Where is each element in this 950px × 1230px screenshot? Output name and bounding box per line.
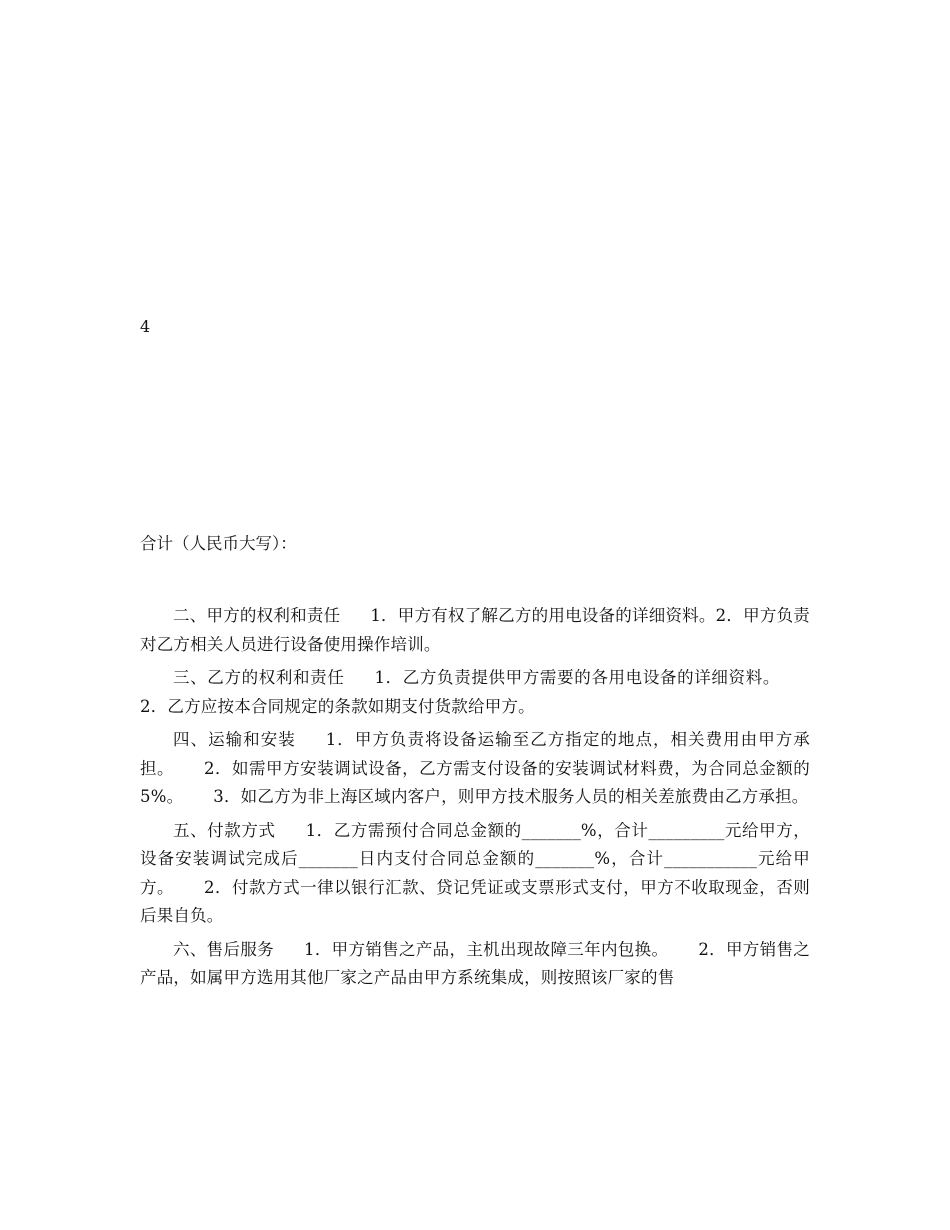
section-after-sales-service: [140, 936, 810, 993]
section-heading: 三、乙方的权利和责任: [173, 667, 345, 687]
clause: 1．乙方需预付合同总金额的_______%，合计_________元给甲方，设备安装调试完成后_______日内支付合同总金额的_______%，合计___________元给甲方。: [140, 820, 810, 897]
section-heading: 二、甲方的权利和责任: [173, 606, 341, 625]
section-buyer-rights: [140, 602, 810, 659]
clause: 2．乙方应按本合同规定的条款如期支付货款给甲方。: [140, 696, 535, 716]
contract-body: [140, 602, 810, 998]
clause: 2．甲方负责对乙方相关人员进行设备使用操作培训。: [140, 606, 811, 654]
clause: 2．付款方式一律以银行汇款、贷记凭证或支票形式支付，甲方不收取现金，否则后果自负。: [140, 877, 811, 926]
section-seller-rights: [140, 664, 810, 721]
page-number: 4: [140, 317, 151, 336]
section-heading: 五、付款方式: [173, 820, 276, 840]
clause: 1．甲方销售之产品，主机出现故障三年内包换。: [304, 939, 669, 959]
section-payment-method: [140, 817, 810, 931]
clause: 1．乙方负责提供甲方需要的各用电设备的详细资料。: [374, 667, 780, 687]
clause: 1．甲方有权了解乙方的用电设备的详细资料。: [370, 606, 716, 625]
clause: 1．甲方负责将设备运输至乙方指定的地点，相关费用由甲方承担。: [140, 729, 810, 778]
clause: 2．甲方销售之产品，如属甲方选用其他厂家之产品由甲方系统集成，则按照该厂家的售: [140, 939, 811, 988]
total-amount-label: 合计（人民币大写）：: [140, 534, 297, 553]
clause: 2．如需甲方安装调试设备，乙方需支付设备的安装调试材料费，为合同总金额的5%。: [140, 758, 811, 807]
section-heading: 六、售后服务: [173, 939, 274, 959]
section-transport-installation: [140, 726, 810, 812]
section-heading: 四、运输和安装: [173, 729, 296, 749]
clause: 3．如乙方为非上海区域内客户，则甲方技术服务人员的相关差旅费由乙方承担。: [213, 787, 809, 807]
